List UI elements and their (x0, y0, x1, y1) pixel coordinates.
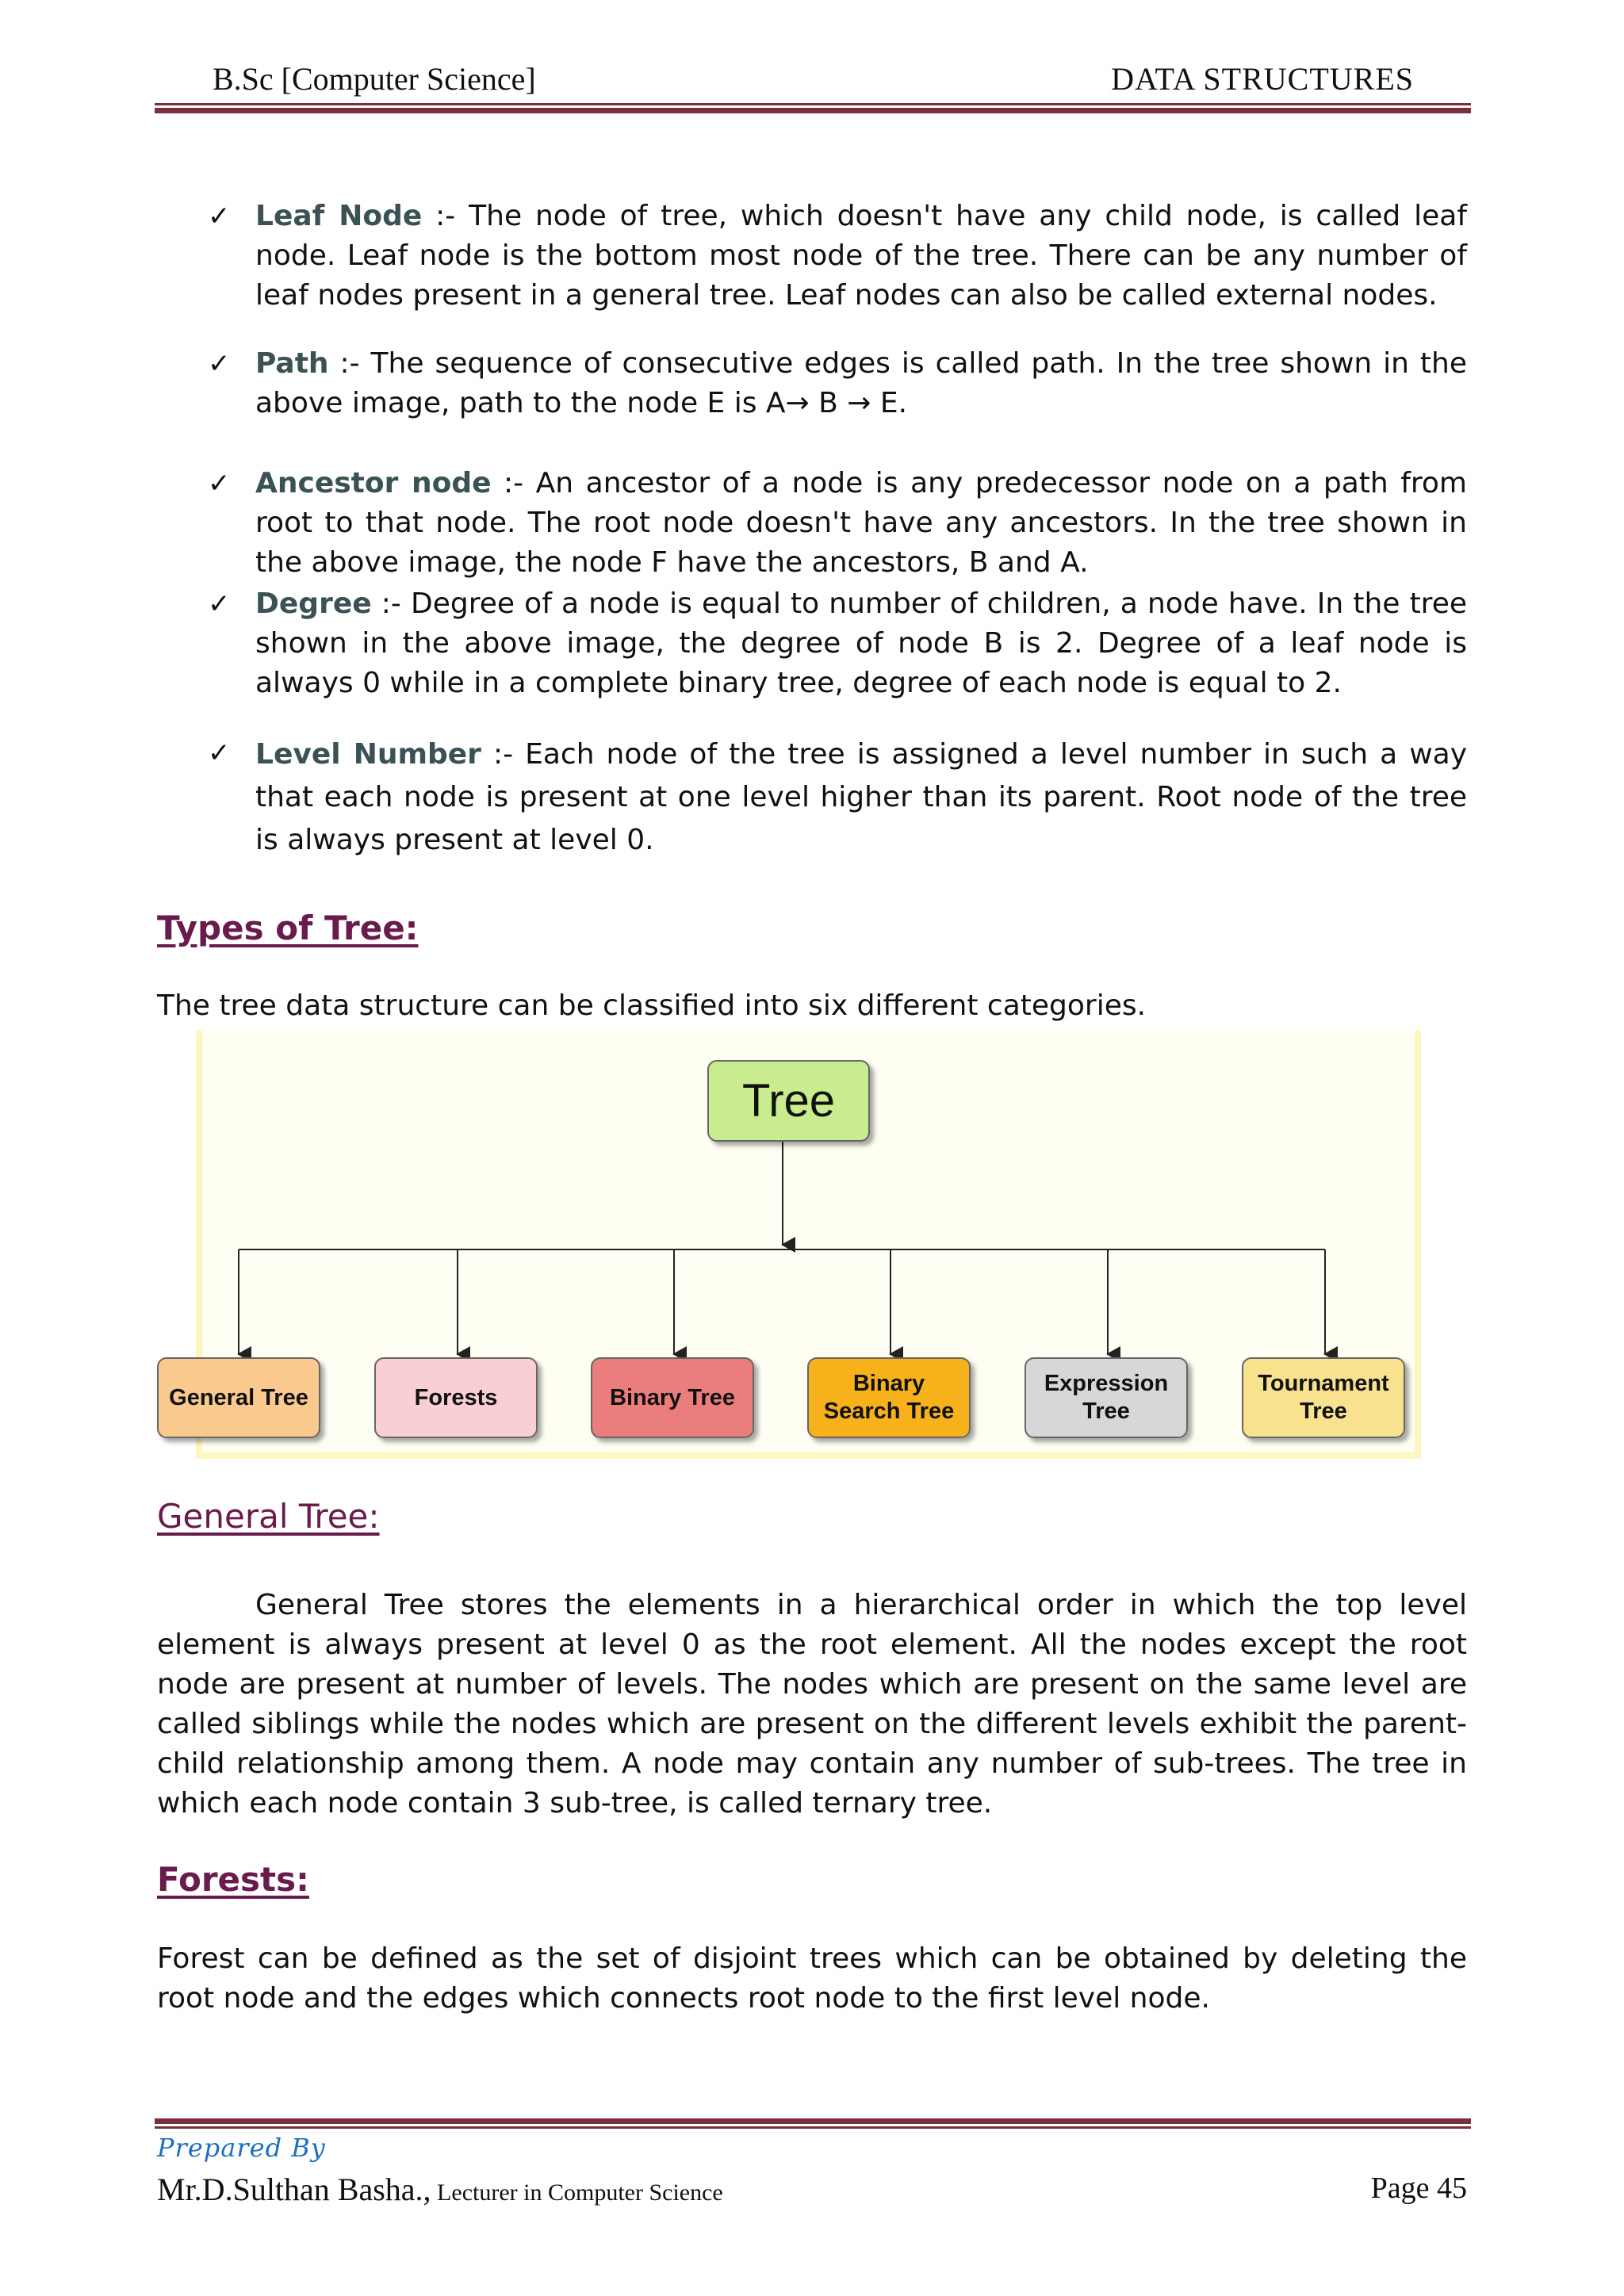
node-tournament-tree: Tournament Tree (1242, 1357, 1405, 1438)
node-expression-tree: Expression Tree (1025, 1357, 1188, 1438)
check-icon: ✓ (208, 468, 231, 499)
types-heading: Types of Tree: (157, 909, 419, 947)
author-line (157, 2171, 723, 2208)
bullet-leaf-node (208, 197, 1467, 316)
node-general-tree: General Tree (157, 1357, 320, 1438)
forests-heading: Forests: (157, 1860, 309, 1899)
tree-types-diagram (155, 1023, 1431, 1467)
author-role: Lecturer in Computer Science (431, 2179, 723, 2206)
header-course: B.Sc [Computer Science] (213, 61, 536, 97)
term-definition: :- An ancestor of a node is any predecessor node on a path from root to that node. The root node doesn't have any ancestors. In the tree shown in the above image, the node F have the ancestors, B and A. (255, 467, 1468, 579)
header-rule-thick (155, 108, 1471, 113)
term-label: Degree (255, 587, 372, 620)
prepared-by: Prepared By (157, 2133, 326, 2163)
bullet-degree (208, 584, 1467, 703)
node-binary-search-tree: Binary Search Tree (807, 1357, 971, 1438)
types-intro: The tree data structure can be classified into six different categories. (157, 989, 1147, 1022)
general-tree-heading: General Tree: (157, 1497, 380, 1536)
check-icon: ✓ (208, 348, 231, 380)
author-name: Mr.D.Sulthan Basha., (157, 2172, 431, 2207)
bullet-level-number (208, 733, 1467, 862)
term-definition: :- Degree of a node is equal to number of children, a node have. In the tree shown in the above image, the degree of node B is 2. Degree of a leaf node is always 0 while in a complete binary tree, degree of each node is equal to 2. (255, 587, 1467, 699)
node-tree-root: Tree (707, 1060, 870, 1142)
page-number: Page 45 (1370, 2172, 1467, 2205)
term-definition: :- The sequence of consecutive edges is called path. In the tree shown in the above image, path to the node E is A→ B → E. (255, 347, 1467, 419)
term-label: Leaf Node (255, 200, 423, 232)
forests-paragraph: Forest can be defined as the set of disjoint trees which can be obtained by deleting the root node and the edges which connects root node to the first level node. (157, 1942, 1467, 2015)
check-icon: ✓ (208, 588, 231, 620)
term-label: Ancestor node (255, 467, 492, 499)
footer-rule-thick (155, 2118, 1471, 2124)
bullet-path (208, 344, 1467, 423)
term-label: Path (255, 347, 329, 380)
header-rule (155, 103, 1471, 105)
bullet-ancestor-node (208, 464, 1467, 583)
node-forests: Forests (374, 1357, 538, 1438)
check-icon: ✓ (208, 737, 231, 769)
header-subject: DATA STRUCTURES (1111, 61, 1414, 97)
term-label: Level Number (255, 738, 481, 771)
general-tree-paragraph: General Tree stores the elements in a hierarchical order in which the top level element is always present at level 0 as the root element. All the nodes except the root node are present at number of levels. The nodes which are present on the same level are called siblings while the nodes which are present on the different levels exhibit the parent-child relationship among them. A node may contain any number of sub-trees. The tree in which each node contain 3 sub-tree, is called ternary tree. (157, 1589, 1467, 1820)
node-binary-tree: Binary Tree (591, 1357, 754, 1438)
footer-rule (155, 2126, 1471, 2129)
check-icon: ✓ (208, 201, 231, 232)
term-definition: :- The node of tree, which doesn't have any child node, is called leaf node. Leaf node is the bottom most node of the tree. There can be any number of leaf nodes present in a general tree. Leaf nodes can also be called external nodes. (255, 200, 1468, 312)
term-definition: :- Each node of the tree is assigned a level number in such a way that each node is present at one level higher than its parent. Root node of the tree is always present at level 0. (255, 738, 1468, 856)
